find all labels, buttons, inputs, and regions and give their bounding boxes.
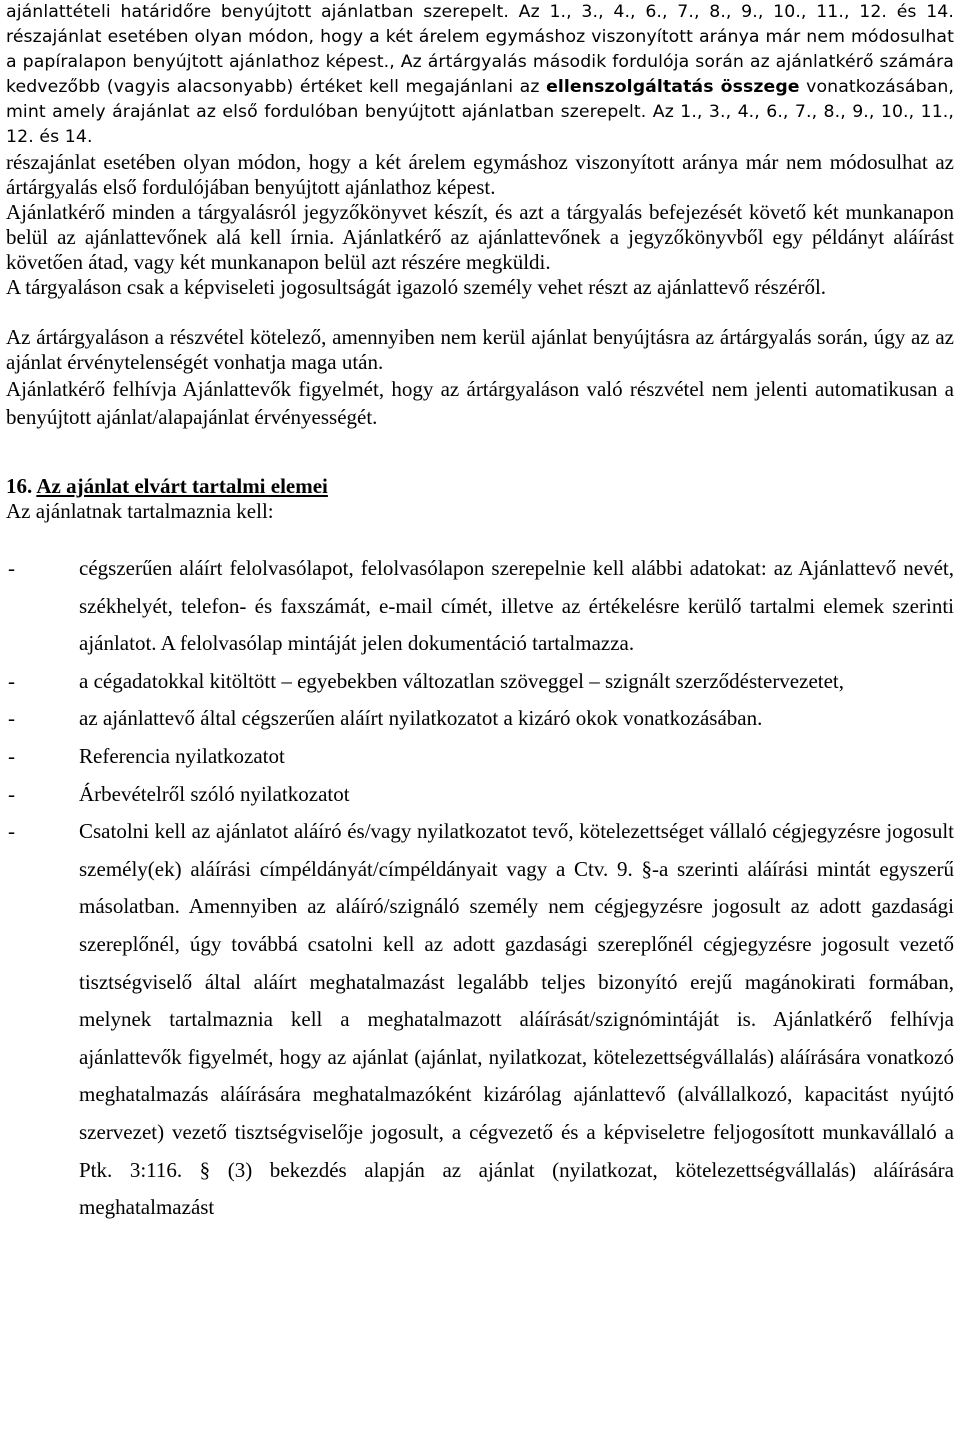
section-heading [6,474,954,499]
dash-marker: - [8,556,15,580]
document-page [6,0,954,1227]
paragraph-minutes: Ajánlatkérő minden a tárgyalásról jegyzőkönyvet készít, és azt a tárgyalás befejezését követő két munkanapon belül az ajánlattevőnek alá kell írnia. Ajánlatkérő az ajánlattevőnek a jegyzőkönyvből egy példányt aláírást követően átad, vagy két munkanapon belül azt részére megküldi. [6,200,954,274]
paragraph-text: ajánlattételi határidőre benyújtott ajánlatban szerepelt. Az 1., 3., 4., 6., 7., 8., 9., 10., 11., 12. és 14. részajánlat esetében olyan módon, hogy a két árelem egymáshoz viszonyított aránya már nem módosulhat a papíralapon benyújtott ajánlathoz képest. [6,2,954,72]
dash-marker: - [8,668,15,693]
bold-term: ellenszolgáltatás összege [546,77,800,97]
spacer [6,300,954,325]
list-item [6,813,954,1227]
list-item-text: Referencia nyilatkozatot [79,743,285,768]
list-item [6,738,954,776]
list-item-text: az ajánlattevő által cégszerűen aláírt nyilatkozatot a kizáró okok vonatkozásában. [79,706,763,731]
section-title: Az ajánlat elvárt tartalmi elemei [36,474,328,498]
dash-marker: - [8,706,15,731]
paragraph-validity-notice: Ajánlatkérő felhívja Ajánlattevők figyelmét, hogy az ártárgyaláson való részvétel nem jelenti automatikusan a benyújtott ajánlat/alapajánlat érvényességét. [6,377,954,429]
paragraph-text: vonatkozásában, mint amely árajánlat az első fordulóban benyújtott ajánlatban szerepelt. Az 1., 3., 4., 6., 7., 8., 9., 10., 11., 12. és 14. [6,77,954,147]
dash-marker: - [8,743,15,768]
paragraph-text: , Az ártárgyalás második fordulója során az ajánlatkérő számára kedvezőbb (vagyis alacsonyabb) értéket kell megajánlani az [6,52,954,97]
list-item-text: Csatolni kell az ajánlatot aláíró és/vagy nyilatkozatot tevő, kötelezettséget vállaló cégjegyzésre jogosult személy(ek) aláírási címpéldányát/címpéldányait vagy a Ctv. 9. §-a szerinti aláírási mintát egyszerű másolatban. Amennyiben az aláíró/szignáló személy nem cégjegyzésre jogosult az adott gazdasági szereplőnél, úgy továbbá csatolni kell az adott gazdasági szereplőnél cégjegyzésre jogosult vezető tisztségviselő által aláírt meghatalmazást legalább teljes bizonyító erejű magánokirati formában, melynek tartalmaznia kell a meghatalmazott aláírását/szignómintáját is. Ajánlatkérő felhívja ajánlattevők figyelmét, hogy az ajánlat (ajánlat, nyilatkozat, kötelezettségvállalás) aláírására vonatkozó meghatalmazás aláírására meghatalmazóként kizárólag ajánlattevő (alvállalkozó, kapacitást nyújtó szervezet) vezető tisztségviselője jogosult, a cégvezető és a képviseletre feljogosított munkavállaló a Ptk. 3:116. § (3) bekezdés alapján az ajánlat (nyilatkozat, kötelezettségvállalás) aláírására meghatalmazást [79,819,954,1220]
list-item [6,776,954,814]
spacer [6,431,954,474]
paragraph-price-negotiation [6,0,954,150]
list-item [6,550,954,663]
paragraph-representation: A tárgyaláson csak a képviseleti jogosultságát igazoló személy vehet részt az ajánlattevő részéről. [6,275,827,299]
list-item-text: a cégadatokkal kitöltött – egyebekben változatlan szöveggel – szignált szerződéstervezetet, [79,668,845,693]
dash-marker: - [8,819,15,844]
requirements-list [6,550,954,1227]
section-number: 16. [6,474,33,498]
paragraph-partial-offer: részajánlat esetében olyan módon, hogy a két árelem egymáshoz viszonyított aránya már nem módosulhat az ártárgyalás első fordulójában benyújtott ajánlathoz képest. [6,150,954,199]
list-item [6,663,954,701]
list-item-text: Árbevételről szóló nyilatkozatot [79,781,350,806]
section-intro: Az ajánlatnak tartalmaznia kell: [6,499,274,523]
spacer [6,524,954,550]
list-item [6,700,954,738]
list-item-text: cégszerűen aláírt felolvasólapot, felolvasólapon szerepelnie kell alábbi adatokat: az Ajánlattevő nevét, székhelyét, telefon- és faxszámát, e-mail címét, illetve az értékelésre kerülő tartalmi elemek szerinti ajánlatot. A felolvasólap mintáját jelen dokumentáció tartalmazza. [79,556,954,656]
paragraph-participation: Az ártárgyaláson a részvétel kötelező, amennyiben nem kerül ajánlat benyújtásra az ártárgyalás során, úgy az az ajánlat érvénytelenségét vonhatja maga után. [6,325,954,374]
dash-marker: - [8,781,15,806]
